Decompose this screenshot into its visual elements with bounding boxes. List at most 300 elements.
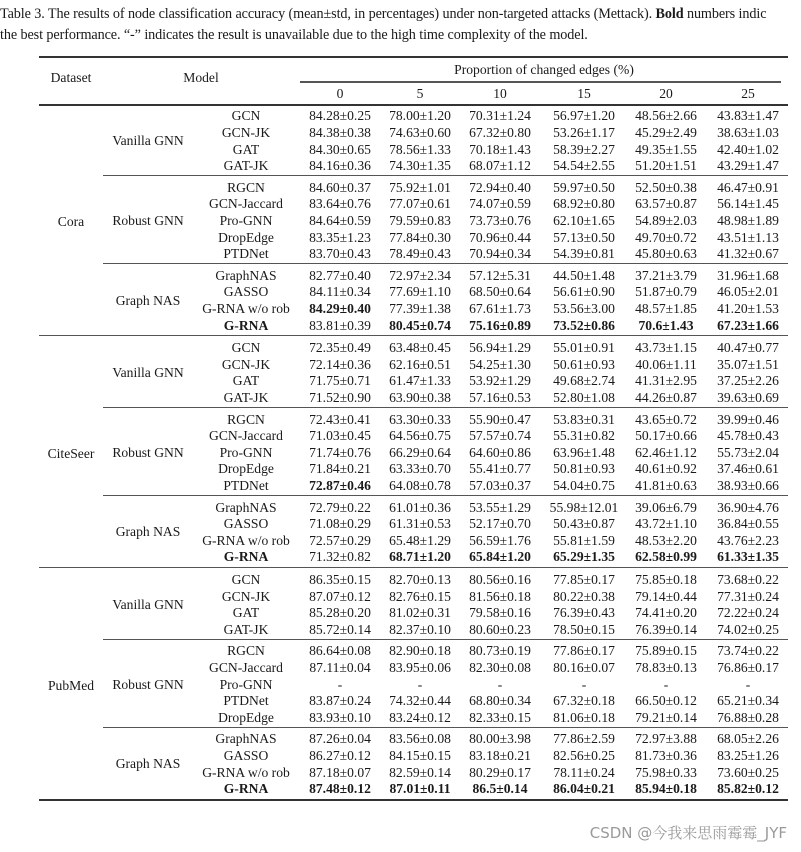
model-name: GCN: [231, 108, 261, 124]
value-cell: -: [745, 676, 751, 692]
value-cell: 50.61±0.93: [553, 356, 615, 372]
value-cell: 56.97±1.20: [553, 108, 615, 124]
model-name: GCN-Jaccard: [209, 428, 283, 444]
value-cell: 70.6±1.43: [638, 317, 694, 333]
model-name: GCN: [231, 340, 261, 356]
value-cell: 55.73±2.04: [717, 444, 779, 460]
value-cell: 54.89±2.03: [635, 212, 697, 228]
model-name: GraphNAS: [215, 731, 277, 747]
value-cell: 53.56±3.00: [553, 300, 615, 316]
model-name: PTDNet: [223, 477, 269, 493]
value-cell: 79.14±0.44: [635, 588, 697, 604]
value-cell: 82.77±0.40: [309, 267, 371, 283]
model-name: G-RNA: [223, 317, 269, 333]
value-cell: 51.87±0.79: [635, 284, 697, 300]
value-cell: 65.84±1.20: [469, 549, 531, 565]
value-cell: 83.95±0.06: [389, 659, 451, 675]
value-cell: 48.56±2.66: [635, 108, 697, 124]
value-cell: 39.06±6.79: [635, 499, 697, 515]
value-cell: 48.98±1.89: [717, 212, 779, 228]
value-cell: 52.80±1.08: [553, 389, 615, 405]
value-cell: 49.68±2.74: [553, 373, 615, 389]
value-cell: 59.97±0.50: [553, 179, 615, 195]
value-cell: 72.14±0.36: [309, 356, 371, 372]
value-cell: 51.20±1.51: [635, 158, 697, 174]
value-cell: 43.51±1.13: [717, 229, 779, 245]
value-cell: 71.03±0.45: [309, 428, 371, 444]
value-cell: 87.26±0.04: [309, 731, 371, 747]
value-cell: 64.08±0.78: [389, 477, 451, 493]
model-name: RGCN: [227, 179, 265, 195]
dataset-name: PubMed: [47, 678, 95, 693]
value-cell: 86.5±0.14: [472, 781, 528, 797]
model-name: G-RNA w/o rob: [202, 532, 290, 548]
value-cell: 81.06±0.18: [553, 709, 615, 725]
value-cell: 83.64±0.76: [309, 196, 371, 212]
value-cell: 57.13±0.50: [553, 229, 615, 245]
header-col-0: 0: [336, 86, 344, 101]
value-cell: 48.57±1.85: [635, 300, 697, 316]
value-cell: 42.40±1.02: [717, 141, 779, 157]
value-cell: 72.22±0.24: [717, 605, 779, 621]
value-cell: 71.32±0.82: [309, 549, 371, 565]
value-cell: 78.83±0.13: [635, 659, 697, 675]
value-cell: 83.18±0.21: [469, 747, 531, 763]
value-cell: 77.31±0.24: [717, 588, 779, 604]
dataset-separator: [39, 567, 788, 569]
value-cell: 82.90±0.18: [389, 643, 451, 659]
value-cell: 55.01±0.91: [553, 340, 615, 356]
value-cell: 46.05±2.01: [717, 284, 779, 300]
value-cell: 68.80±0.34: [469, 693, 531, 709]
value-cell: 38.93±0.66: [717, 477, 779, 493]
value-cell: 43.76±2.23: [717, 532, 779, 548]
value-cell: 48.53±2.20: [635, 532, 697, 548]
caption-line-1: Table 3. The results of node classification accuracy (mean±std, in percentages) under non-targeted attacks (Mettack). Bold numbers indic: [0, 6, 767, 22]
value-cell: 53.55±1.29: [469, 499, 531, 515]
value-cell: 80.16±0.07: [553, 659, 615, 675]
value-cell: 46.47±0.91: [717, 179, 779, 195]
value-cell: 63.48±0.45: [389, 340, 451, 356]
value-cell: 73.73±0.76: [469, 212, 531, 228]
value-cell: 76.86±0.17: [717, 659, 779, 675]
value-cell: 39.99±0.46: [717, 411, 779, 427]
value-cell: 64.60±0.86: [469, 444, 531, 460]
group-separator: [103, 727, 788, 729]
value-cell: 40.47±0.77: [717, 340, 779, 356]
value-cell: 52.50±0.38: [635, 179, 697, 195]
value-cell: 62.16±0.51: [389, 356, 451, 372]
value-cell: 84.64±0.59: [309, 212, 371, 228]
model-name: Pro-GNN: [219, 212, 273, 228]
value-cell: 79.59±0.83: [389, 212, 451, 228]
value-cell: 50.17±0.66: [635, 428, 697, 444]
header-col-20: 20: [659, 86, 673, 101]
value-cell: 72.79±0.22: [309, 499, 371, 515]
value-cell: 56.14±1.45: [717, 196, 779, 212]
value-cell: 83.25±1.26: [717, 747, 779, 763]
value-cell: 84.11±0.34: [309, 284, 371, 300]
group-name: Graph NAS: [115, 292, 181, 308]
value-cell: 65.48±1.29: [389, 532, 451, 548]
value-cell: 41.32±0.67: [717, 246, 779, 262]
value-cell: 77.84±0.30: [389, 229, 451, 245]
value-cell: 84.60±0.37: [309, 179, 371, 195]
value-cell: 66.29±0.64: [389, 444, 451, 460]
value-cell: 74.63±0.60: [389, 124, 451, 140]
value-cell: 55.90±0.47: [469, 411, 531, 427]
header-proportion: Proportion of changed edges (%): [454, 62, 634, 77]
value-cell: 72.87±0.46: [309, 477, 371, 493]
value-cell: 65.21±0.34: [717, 693, 779, 709]
value-cell: 37.21±3.79: [635, 267, 697, 283]
model-name: PTDNet: [223, 246, 269, 262]
header-sub-rule: [300, 81, 781, 83]
value-cell: 72.57±0.29: [309, 532, 371, 548]
value-cell: 68.05±2.26: [717, 731, 779, 747]
value-cell: -: [663, 676, 669, 692]
model-name: G-RNA: [223, 781, 269, 797]
value-cell: 83.35±1.23: [309, 229, 371, 245]
value-cell: 62.10±1.65: [553, 212, 615, 228]
value-cell: 75.92±1.01: [389, 179, 451, 195]
header-col-25: 25: [741, 86, 755, 101]
value-cell: 86.27±0.12: [309, 747, 371, 763]
value-cell: 53.92±1.29: [469, 373, 531, 389]
value-cell: 78.11±0.24: [553, 764, 615, 780]
value-cell: 82.33±0.15: [469, 709, 531, 725]
value-cell: 78.49±0.43: [389, 246, 451, 262]
value-cell: 61.01±0.36: [389, 499, 451, 515]
value-cell: 87.11±0.04: [309, 659, 371, 675]
value-cell: -: [337, 676, 343, 692]
value-cell: 35.07±1.51: [717, 356, 779, 372]
value-cell: 72.94±0.40: [469, 179, 531, 195]
value-cell: 77.86±0.17: [553, 643, 615, 659]
value-cell: 82.56±0.25: [553, 747, 615, 763]
value-cell: 82.59±0.14: [389, 764, 451, 780]
value-cell: 70.96±0.44: [469, 229, 531, 245]
value-cell: 57.57±0.74: [469, 428, 531, 444]
value-cell: 44.50±1.48: [553, 267, 615, 283]
value-cell: 74.07±0.59: [469, 196, 531, 212]
value-cell: 77.07±0.61: [389, 196, 451, 212]
value-cell: 61.31±0.53: [389, 516, 451, 532]
value-cell: 63.90±0.38: [389, 389, 451, 405]
value-cell: 81.73±0.36: [635, 747, 697, 763]
value-cell: 40.61±0.92: [635, 461, 697, 477]
value-cell: 63.57±0.87: [635, 196, 697, 212]
value-cell: 87.07±0.12: [309, 588, 371, 604]
value-cell: 36.90±4.76: [717, 499, 779, 515]
model-name: GAT-JK: [223, 389, 269, 405]
group-separator: [103, 639, 788, 641]
model-name: DropEdge: [218, 229, 274, 245]
value-cell: 41.20±1.53: [717, 300, 779, 316]
value-cell: 58.39±2.27: [553, 141, 615, 157]
value-cell: 55.31±0.82: [553, 428, 615, 444]
group-name: Graph NAS: [115, 756, 181, 772]
model-name: GCN-JK: [221, 588, 271, 604]
model-name: GCN-Jaccard: [209, 659, 283, 675]
value-cell: 62.58±0.99: [635, 549, 697, 565]
value-cell: 45.29±2.49: [635, 124, 697, 140]
value-cell: 82.70±0.13: [389, 571, 451, 587]
model-name: GraphNAS: [215, 267, 277, 283]
value-cell: 75.98±0.33: [635, 764, 697, 780]
value-cell: 79.58±0.16: [469, 605, 531, 621]
value-cell: 63.96±1.48: [553, 444, 615, 460]
value-cell: 77.69±1.10: [389, 284, 451, 300]
value-cell: 73.68±0.22: [717, 571, 779, 587]
value-cell: 76.39±0.14: [635, 621, 697, 637]
value-cell: 67.61±1.73: [469, 300, 531, 316]
value-cell: 80.60±0.23: [469, 621, 531, 637]
model-name: Pro-GNN: [219, 444, 273, 460]
value-cell: 45.80±0.63: [635, 246, 697, 262]
value-cell: 85.82±0.12: [717, 781, 779, 797]
value-cell: 65.29±1.35: [553, 549, 615, 565]
value-cell: 61.47±1.33: [389, 373, 451, 389]
value-cell: 57.16±0.53: [469, 389, 531, 405]
value-cell: 63.30±0.33: [389, 411, 451, 427]
value-cell: 73.52±0.86: [553, 317, 615, 333]
value-cell: 82.76±0.15: [389, 588, 451, 604]
value-cell: 68.92±0.80: [553, 196, 615, 212]
group-name: Vanilla GNN: [112, 365, 184, 380]
value-cell: 85.28±0.20: [309, 605, 371, 621]
value-cell: 73.60±0.25: [717, 764, 779, 780]
value-cell: 83.56±0.08: [389, 731, 451, 747]
value-cell: 72.43±0.41: [309, 411, 371, 427]
group-name: Robust GNN: [112, 212, 184, 228]
value-cell: 64.56±0.75: [389, 428, 451, 444]
header-col-10: 10: [493, 86, 507, 101]
value-cell: 70.18±1.43: [469, 141, 531, 157]
group-separator: [103, 495, 788, 497]
value-cell: 67.23±1.66: [717, 317, 779, 333]
value-cell: 44.26±0.87: [635, 389, 697, 405]
value-cell: 78.00±1.20: [389, 108, 451, 124]
model-name: PTDNet: [223, 693, 269, 709]
value-cell: 71.52±0.90: [309, 389, 371, 405]
value-cell: 43.72±1.10: [635, 516, 697, 532]
value-cell: 67.32±0.18: [553, 693, 615, 709]
value-cell: 84.28±0.25: [309, 108, 371, 124]
value-cell: 84.15±0.15: [389, 747, 451, 763]
model-name: RGCN: [227, 643, 265, 659]
value-cell: 80.45±0.74: [389, 317, 451, 333]
model-name: GASSO: [223, 284, 269, 300]
value-cell: 80.00±3.98: [469, 731, 531, 747]
header-bottom-rule: [39, 104, 788, 106]
group-separator: [103, 175, 788, 177]
model-name: G-RNA w/o rob: [202, 764, 290, 780]
model-name: GAT: [232, 373, 260, 389]
value-cell: 43.73±1.15: [635, 340, 697, 356]
value-cell: 67.32±0.80: [469, 124, 531, 140]
value-cell: 74.32±0.44: [389, 693, 451, 709]
value-cell: 82.37±0.10: [389, 621, 451, 637]
value-cell: 78.50±0.15: [553, 621, 615, 637]
value-cell: 85.72±0.14: [309, 621, 371, 637]
value-cell: 54.54±2.55: [553, 158, 615, 174]
value-cell: 57.12±5.31: [469, 267, 531, 283]
watermark: CSDN @今我来思雨霉霉_JYF: [589, 824, 787, 842]
value-cell: 41.31±2.95: [635, 373, 697, 389]
model-name: RGCN: [227, 411, 265, 427]
value-cell: 74.41±0.20: [635, 605, 697, 621]
value-cell: 86.35±0.15: [309, 571, 371, 587]
value-cell: 55.41±0.77: [469, 461, 531, 477]
value-cell: 31.96±1.68: [717, 267, 779, 283]
value-cell: 71.84±0.21: [309, 461, 371, 477]
value-cell: 36.84±0.55: [717, 516, 779, 532]
value-cell: 56.59±1.76: [469, 532, 531, 548]
value-cell: 53.83±0.31: [553, 411, 615, 427]
value-cell: 70.31±1.24: [469, 108, 531, 124]
value-cell: 52.17±0.70: [469, 516, 531, 532]
value-cell: 50.81±0.93: [553, 461, 615, 477]
model-name: GCN-JK: [221, 124, 271, 140]
value-cell: 49.35±1.55: [635, 141, 697, 157]
value-cell: 75.85±0.18: [635, 571, 697, 587]
group-name: Robust GNN: [112, 676, 184, 692]
group-name: Vanilla GNN: [112, 133, 184, 149]
model-name: GASSO: [223, 747, 269, 763]
value-cell: 54.04±0.75: [553, 477, 615, 493]
table-caption: [0, 4, 801, 46]
model-name: DropEdge: [218, 461, 274, 477]
value-cell: 68.71±1.20: [389, 549, 451, 565]
value-cell: 83.24±0.12: [389, 709, 451, 725]
value-cell: 87.48±0.12: [309, 781, 371, 797]
dataset-name: CiteSeer: [47, 446, 95, 462]
model-name: GAT: [232, 605, 260, 621]
value-cell: 54.25±1.30: [469, 356, 531, 372]
value-cell: 86.04±0.21: [553, 781, 615, 797]
value-cell: 71.75±0.71: [309, 373, 371, 389]
value-cell: 76.88±0.28: [717, 709, 779, 725]
top-rule: [39, 56, 788, 58]
value-cell: 53.26±1.17: [553, 124, 615, 140]
header-dataset: Dataset: [50, 70, 92, 85]
value-cell: 83.87±0.24: [309, 693, 371, 709]
value-cell: 43.83±1.47: [717, 108, 779, 124]
value-cell: 43.65±0.72: [635, 411, 697, 427]
value-cell: 43.29±1.47: [717, 158, 779, 174]
model-name: G-RNA w/o rob: [202, 300, 290, 316]
value-cell: 71.74±0.76: [309, 444, 371, 460]
value-cell: 75.89±0.15: [635, 643, 697, 659]
model-name: GCN-Jaccard: [209, 196, 283, 212]
model-name: GAT-JK: [223, 158, 269, 174]
value-cell: -: [417, 676, 423, 692]
value-cell: 74.02±0.25: [717, 621, 779, 637]
value-cell: -: [497, 676, 503, 692]
model-name: DropEdge: [218, 709, 274, 725]
value-cell: 74.30±1.35: [389, 158, 451, 174]
value-cell: -: [581, 676, 587, 692]
value-cell: 84.29±0.40: [309, 300, 371, 316]
value-cell: 66.50±0.12: [635, 693, 697, 709]
group-name: Vanilla GNN: [112, 596, 184, 612]
value-cell: 86.64±0.08: [309, 643, 371, 659]
value-cell: 38.63±1.03: [717, 124, 779, 140]
value-cell: 80.22±0.38: [553, 588, 615, 604]
header-model: Model: [183, 70, 219, 85]
header-col-5: 5: [416, 86, 424, 101]
dataset-separator: [39, 335, 788, 337]
value-cell: 50.43±0.87: [553, 516, 615, 532]
value-cell: 75.16±0.89: [469, 317, 531, 333]
value-cell: 61.33±1.35: [717, 549, 779, 565]
group-name: Robust GNN: [112, 444, 184, 460]
value-cell: 63.33±0.70: [389, 461, 451, 477]
value-cell: 55.81±1.59: [553, 532, 615, 548]
value-cell: 87.18±0.07: [309, 764, 371, 780]
value-cell: 79.21±0.14: [635, 709, 697, 725]
dataset-name: Cora: [57, 214, 85, 230]
value-cell: 37.46±0.61: [717, 461, 779, 477]
value-cell: 72.35±0.49: [309, 340, 371, 356]
value-cell: 81.02±0.31: [389, 605, 451, 621]
value-cell: 77.86±2.59: [553, 731, 615, 747]
value-cell: 84.38±0.38: [309, 124, 371, 140]
model-name: GAT: [232, 141, 260, 157]
value-cell: 41.81±0.63: [635, 477, 697, 493]
value-cell: 70.94±0.34: [469, 246, 531, 262]
value-cell: 87.01±0.11: [389, 781, 451, 797]
value-cell: 77.85±0.17: [553, 571, 615, 587]
value-cell: 68.50±0.64: [469, 284, 531, 300]
group-separator: [103, 407, 788, 409]
model-name: GAT-JK: [223, 621, 269, 637]
value-cell: 56.61±0.90: [553, 284, 615, 300]
model-name: GASSO: [223, 516, 269, 532]
value-cell: 77.39±1.38: [389, 300, 451, 316]
value-cell: 49.70±0.72: [635, 229, 697, 245]
value-cell: 54.39±0.81: [553, 246, 615, 262]
group-separator: [103, 263, 788, 265]
value-cell: 84.16±0.36: [309, 158, 371, 174]
value-cell: 83.70±0.43: [309, 246, 371, 262]
value-cell: 80.56±0.16: [469, 571, 531, 587]
model-name: Pro-GNN: [219, 676, 273, 692]
value-cell: 72.97±3.88: [635, 731, 697, 747]
value-cell: 56.94±1.29: [469, 340, 531, 356]
model-name: GCN-JK: [221, 356, 271, 372]
value-cell: 82.30±0.08: [469, 659, 531, 675]
value-cell: 45.78±0.43: [717, 428, 779, 444]
bottom-rule: [39, 799, 788, 801]
value-cell: 84.30±0.65: [309, 141, 371, 157]
model-name: G-RNA: [223, 549, 269, 565]
value-cell: 37.25±2.26: [717, 373, 779, 389]
value-cell: 83.93±0.10: [309, 709, 371, 725]
value-cell: 81.56±0.18: [469, 588, 531, 604]
value-cell: 40.06±1.11: [635, 356, 697, 372]
value-cell: 39.63±0.69: [717, 389, 779, 405]
value-cell: 76.39±0.43: [553, 605, 615, 621]
value-cell: 55.98±12.01: [549, 499, 619, 515]
value-cell: 62.46±1.12: [635, 444, 697, 460]
value-cell: 80.73±0.19: [469, 643, 531, 659]
value-cell: 80.29±0.17: [469, 764, 531, 780]
value-cell: 71.08±0.29: [309, 516, 371, 532]
value-cell: 78.56±1.33: [389, 141, 451, 157]
value-cell: 68.07±1.12: [469, 158, 531, 174]
